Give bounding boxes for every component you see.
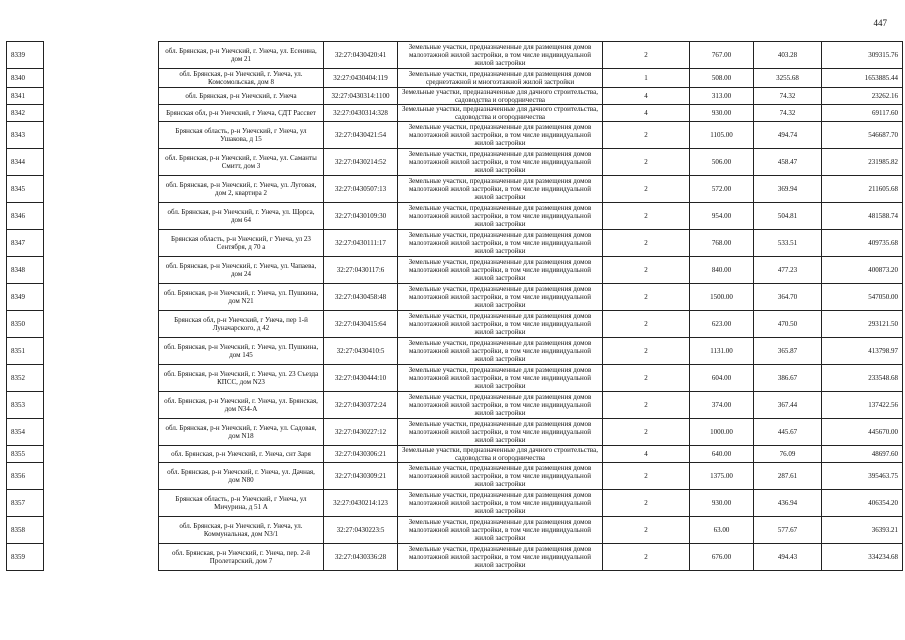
row-number-cell: 8355 [7,446,44,463]
blank-gap-cell [44,230,159,257]
row-number-cell: 8339 [7,42,44,69]
group-cell: 4 [603,105,690,122]
row-number-cell: 8359 [7,544,44,571]
area-cell: 954.00 [690,203,754,230]
specific-value-cell: 287.61 [754,463,822,490]
specific-value-cell: 436.94 [754,490,822,517]
table-row [7,149,903,176]
cadastral-number-cell: 32:27:0430336:28 [324,544,398,571]
blank-gap-cell [44,365,159,392]
area-cell: 1105.00 [690,122,754,149]
group-cell: 2 [603,392,690,419]
area-cell: 1000.00 [690,419,754,446]
cadastral-value-cell: 233548.68 [822,365,903,392]
group-cell: 2 [603,149,690,176]
area-cell: 767.00 [690,42,754,69]
row-number-cell: 8350 [7,311,44,338]
cadastral-number-cell: 32:27:0430227:12 [324,419,398,446]
blank-gap-cell [44,311,159,338]
table-row [7,490,903,517]
cadastral-number-cell: 32:27:0430410:5 [324,338,398,365]
specific-value-cell: 577.67 [754,517,822,544]
specific-value-cell: 386.67 [754,365,822,392]
blank-gap-cell [44,88,159,105]
blank-gap-cell [44,149,159,176]
address-cell: обл. Брянская, р-н Унечский, г. Унеча, пер. 2-й Пролетарский, дом 7 [159,544,324,571]
address-cell: Брянская обл, р-н Унечский, г Унеча, пер 1-й Луначарского, д 42 [159,311,324,338]
cadastral-value-cell: 23262.16 [822,88,903,105]
group-cell: 2 [603,544,690,571]
address-cell: обл. Брянская, р-н Унечский, г. Унеча, ул. Чапаева, дом 24 [159,257,324,284]
row-number-cell: 8349 [7,284,44,311]
address-cell: обл. Брянская, р-н Унечский, г. Унеча, ул. Есенина, дом 21 [159,42,324,69]
specific-value-cell: 3255.68 [754,69,822,88]
area-cell: 604.00 [690,365,754,392]
land-category-cell: Земельные участки, предназначенные для размещения домов малоэтажной жилой застройки, в том числе индивидуальной жилой застройки [398,284,603,311]
specific-value-cell: 504.81 [754,203,822,230]
land-category-cell: Земельные участки, предназначенные для размещения домов малоэтажной жилой застройки, в том числе индивидуальной жилой застройки [398,490,603,517]
address-cell: Брянская область, р-н Унечский, г Унеча, ул 23 Сентября, д 70 а [159,230,324,257]
blank-gap-cell [44,122,159,149]
blank-gap-cell [44,176,159,203]
cadastral-value-cell: 400873.20 [822,257,903,284]
row-number-cell: 8352 [7,365,44,392]
blank-gap-cell [44,42,159,69]
address-cell: обл. Брянская, р-н Унечский, г. Унеча, ул. Коммунальная, дом N3/1 [159,517,324,544]
page-number: 447 [873,18,887,28]
area-cell: 508.00 [690,69,754,88]
land-category-cell: Земельные участки, предназначенные для размещения домов малоэтажной жилой застройки, в том числе индивидуальной жилой застройки [398,517,603,544]
land-category-cell: Земельные участки, предназначенные для размещения домов малоэтажной жилой застройки, в том числе индивидуальной жилой застройки [398,176,603,203]
address-cell: обл. Брянская, р-н Унечский, г. Унеча, ул. Пушкина, дом N21 [159,284,324,311]
row-number-cell: 8341 [7,88,44,105]
cadastral-value-cell: 409735.68 [822,230,903,257]
row-number-cell: 8357 [7,490,44,517]
area-cell: 63.00 [690,517,754,544]
table-row [7,517,903,544]
group-cell: 1 [603,69,690,88]
row-number-cell: 8351 [7,338,44,365]
blank-gap-cell [44,338,159,365]
address-cell: Брянская область, р-н Унечский, г Унеча, ул Ушакова, д 15 [159,122,324,149]
area-cell: 640.00 [690,446,754,463]
land-category-cell: Земельные участки, предназначенные для дачного строительства, садоводства и огородничества [398,446,603,463]
land-category-cell: Земельные участки, предназначенные для размещения домов среднеэтажной и многоэтажной жилой застройки [398,69,603,88]
land-category-cell: Земельные участки, предназначенные для размещения домов малоэтажной жилой застройки, в том числе индивидуальной жилой застройки [398,203,603,230]
row-number-cell: 8353 [7,392,44,419]
group-cell: 2 [603,490,690,517]
cadastral-value-cell: 413798.97 [822,338,903,365]
address-cell: обл. Брянская, р-н Унечский, г. Унеча, ул. 23 Съезда КПСС, дом N23 [159,365,324,392]
land-category-cell: Земельные участки, предназначенные для дачного строительства, садоводства и огородничества [398,88,603,105]
cadastral-value-cell: 137422.56 [822,392,903,419]
cadastral-value-cell: 1653885.44 [822,69,903,88]
area-cell: 572.00 [690,176,754,203]
table-row [7,230,903,257]
cadastral-number-cell: 32:27:0430117:6 [324,257,398,284]
blank-gap-cell [44,419,159,446]
table-row [7,284,903,311]
cadastral-number-cell: 32:27:0430444:10 [324,365,398,392]
group-cell: 2 [603,203,690,230]
blank-gap-cell [44,463,159,490]
cadastral-number-cell: 32:27:0430309:21 [324,463,398,490]
group-cell: 2 [603,463,690,490]
land-category-cell: Земельные участки, предназначенные для размещения домов малоэтажной жилой застройки, в том числе индивидуальной жилой застройки [398,42,603,69]
cadastral-value-cell: 334234.68 [822,544,903,571]
table-row [7,203,903,230]
row-number-cell: 8343 [7,122,44,149]
row-number-cell: 8358 [7,517,44,544]
specific-value-cell: 533.51 [754,230,822,257]
table-row [7,69,903,88]
blank-gap-cell [44,284,159,311]
group-cell: 4 [603,446,690,463]
table-row [7,544,903,571]
cadastral-number-cell: 32:27:0430214:52 [324,149,398,176]
blank-gap-cell [44,446,159,463]
land-category-cell: Земельные участки, предназначенные для дачного строительства, садоводства и огородничества [398,105,603,122]
group-cell: 2 [603,257,690,284]
cadastral-value-table [6,41,903,571]
blank-gap-cell [44,105,159,122]
group-cell: 2 [603,311,690,338]
table-row [7,176,903,203]
area-cell: 840.00 [690,257,754,284]
specific-value-cell: 74.32 [754,105,822,122]
blank-gap-cell [44,490,159,517]
address-cell: обл. Брянская, р-н Унечский, г. Унеча, ул. Садовая, дом N18 [159,419,324,446]
specific-value-cell: 403.28 [754,42,822,69]
cadastral-number-cell: 32:27:0430404:119 [324,69,398,88]
cadastral-number-cell: 32:27:0430421:54 [324,122,398,149]
table-row [7,446,903,463]
address-cell: Брянская обл, р-н Унечский, г Унеча, СДТ Рассвет [159,105,324,122]
group-cell: 2 [603,338,690,365]
cadastral-number-cell: 32:27:0430507:13 [324,176,398,203]
blank-gap-cell [44,517,159,544]
area-cell: 676.00 [690,544,754,571]
area-cell: 930.00 [690,105,754,122]
blank-gap-cell [44,203,159,230]
specific-value-cell: 477.23 [754,257,822,284]
land-category-cell: Земельные участки, предназначенные для размещения домов малоэтажной жилой застройки, в том числе индивидуальной жилой застройки [398,230,603,257]
row-number-cell: 8354 [7,419,44,446]
cadastral-number-cell: 32:27:0430420:41 [324,42,398,69]
specific-value-cell: 445.67 [754,419,822,446]
land-category-cell: Земельные участки, предназначенные для размещения домов малоэтажной жилой застройки, в том числе индивидуальной жилой застройки [398,257,603,284]
cadastral-value-cell: 211605.68 [822,176,903,203]
cadastral-value-cell: 395463.75 [822,463,903,490]
land-category-cell: Земельные участки, предназначенные для размещения домов малоэтажной жилой застройки, в том числе индивидуальной жилой застройки [398,419,603,446]
cadastral-number-cell: 32:27:0430314:1100 [324,88,398,105]
address-cell: обл. Брянская, р-н Унечский, г. Унеча, ул. Пушкина, дом 145 [159,338,324,365]
cadastral-number-cell: 32:27:0430314:328 [324,105,398,122]
cadastral-value-cell: 406354.20 [822,490,903,517]
group-cell: 4 [603,88,690,105]
table-row [7,105,903,122]
area-cell: 374.00 [690,392,754,419]
area-cell: 930.00 [690,490,754,517]
specific-value-cell: 494.43 [754,544,822,571]
land-category-cell: Земельные участки, предназначенные для размещения домов малоэтажной жилой застройки, в том числе индивидуальной жилой застройки [398,311,603,338]
group-cell: 2 [603,122,690,149]
specific-value-cell: 364.70 [754,284,822,311]
row-number-cell: 8347 [7,230,44,257]
table-row [7,419,903,446]
cadastral-number-cell: 32:27:0430214:123 [324,490,398,517]
land-category-cell: Земельные участки, предназначенные для размещения домов малоэтажной жилой застройки, в том числе индивидуальной жилой застройки [398,463,603,490]
cadastral-value-cell: 231985.82 [822,149,903,176]
area-cell: 768.00 [690,230,754,257]
cadastral-value-cell: 547050.00 [822,284,903,311]
land-category-cell: Земельные участки, предназначенные для размещения домов малоэтажной жилой застройки, в том числе индивидуальной жилой застройки [398,365,603,392]
address-cell: обл. Брянская, р-н Унечский, г. Унеча, ул. Дачная, дом N80 [159,463,324,490]
table-row [7,122,903,149]
land-category-cell: Земельные участки, предназначенные для размещения домов малоэтажной жилой застройки, в том числе индивидуальной жилой застройки [398,149,603,176]
cadastral-value-cell: 36393.21 [822,517,903,544]
table-row [7,338,903,365]
cadastral-number-cell: 32:27:0430306:21 [324,446,398,463]
group-cell: 2 [603,176,690,203]
address-cell: Брянская область, р-н Унечский, г Унеча, ул Мичурина, д 51 А [159,490,324,517]
address-cell: обл. Брянская, р-н Унечский, г. Унеча, ул. Брянская, дом N34-А [159,392,324,419]
group-cell: 2 [603,365,690,392]
specific-value-cell: 76.09 [754,446,822,463]
blank-gap-cell [44,69,159,88]
row-number-cell: 8340 [7,69,44,88]
area-cell: 1500.00 [690,284,754,311]
table-row [7,88,903,105]
address-cell: обл. Брянская, р-н Унечский, г. Унеча, ул. Саманты Смитт, дом 3 [159,149,324,176]
address-cell: обл. Брянская, р-н Унечский, г. Унеча, ул. Комсомольская, дом 8 [159,69,324,88]
row-number-cell: 8344 [7,149,44,176]
address-cell: обл. Брянская, р-н Унечский, г. Унеча [159,88,324,105]
specific-value-cell: 369.94 [754,176,822,203]
group-cell: 2 [603,230,690,257]
specific-value-cell: 470.50 [754,311,822,338]
group-cell: 2 [603,42,690,69]
area-cell: 313.00 [690,88,754,105]
specific-value-cell: 365.87 [754,338,822,365]
row-number-cell: 8346 [7,203,44,230]
area-cell: 506.00 [690,149,754,176]
area-cell: 623.00 [690,311,754,338]
land-category-cell: Земельные участки, предназначенные для размещения домов малоэтажной жилой застройки, в том числе индивидуальной жилой застройки [398,544,603,571]
specific-value-cell: 494.74 [754,122,822,149]
specific-value-cell: 458.47 [754,149,822,176]
cadastral-number-cell: 32:27:0430458:48 [324,284,398,311]
cadastral-value-cell: 309315.76 [822,42,903,69]
table-row [7,392,903,419]
row-number-cell: 8342 [7,105,44,122]
row-number-cell: 8345 [7,176,44,203]
blank-gap-cell [44,257,159,284]
address-cell: обл. Брянская, р-н Унечский, г. Унеча, снт Заря [159,446,324,463]
table-row [7,311,903,338]
row-number-cell: 8356 [7,463,44,490]
group-cell: 2 [603,419,690,446]
cadastral-value-cell: 546687.70 [822,122,903,149]
cadastral-number-cell: 32:27:0430223:5 [324,517,398,544]
group-cell: 2 [603,517,690,544]
cadastral-value-cell: 445670.00 [822,419,903,446]
group-cell: 2 [603,284,690,311]
cadastral-number-cell: 32:27:0430111:17 [324,230,398,257]
specific-value-cell: 367.44 [754,392,822,419]
row-number-cell: 8348 [7,257,44,284]
cadastral-value-cell: 69117.60 [822,105,903,122]
area-cell: 1131.00 [690,338,754,365]
land-category-cell: Земельные участки, предназначенные для размещения домов малоэтажной жилой застройки, в том числе индивидуальной жилой застройки [398,392,603,419]
specific-value-cell: 74.32 [754,88,822,105]
cadastral-value-cell: 293121.50 [822,311,903,338]
address-cell: обл. Брянская, р-н Унечский, г. Унеча, ул. Щорса, дом 64 [159,203,324,230]
table-row [7,257,903,284]
address-cell: обл. Брянская, р-н Унечский, г. Унеча, ул. Луговая, дом 2, квартира 2 [159,176,324,203]
cadastral-number-cell: 32:27:0430372:24 [324,392,398,419]
cadastral-value-cell: 48697.60 [822,446,903,463]
area-cell: 1375.00 [690,463,754,490]
cadastral-number-cell: 32:27:0430415:64 [324,311,398,338]
blank-gap-cell [44,544,159,571]
table-row [7,42,903,69]
table-row [7,365,903,392]
blank-gap-cell [44,392,159,419]
land-category-cell: Земельные участки, предназначенные для размещения домов малоэтажной жилой застройки, в том числе индивидуальной жилой застройки [398,338,603,365]
land-category-cell: Земельные участки, предназначенные для размещения домов малоэтажной жилой застройки, в том числе индивидуальной жилой застройки [398,122,603,149]
cadastral-value-cell: 481588.74 [822,203,903,230]
cadastral-number-cell: 32:27:0430109:30 [324,203,398,230]
table-row [7,463,903,490]
